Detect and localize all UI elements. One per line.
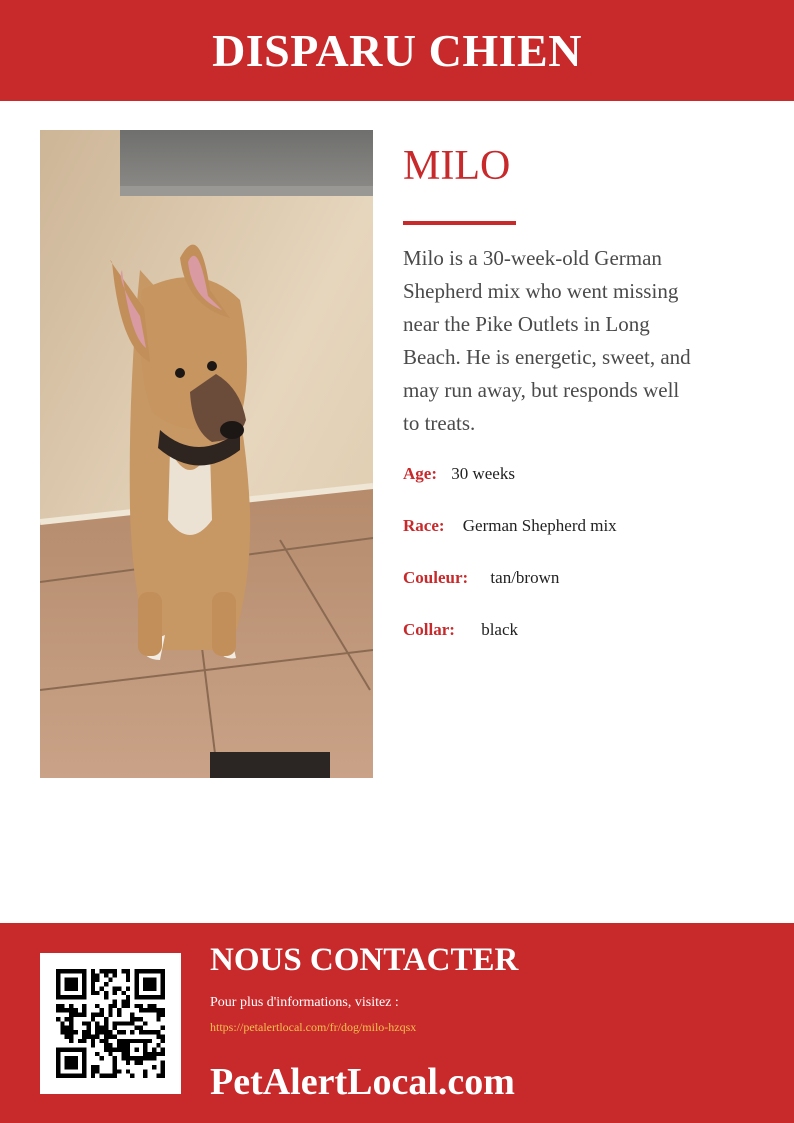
attribute-age (403, 464, 515, 484)
attribute-label: Race: (403, 516, 445, 535)
contact-title: NOUS CONTACTER (210, 942, 519, 978)
pet-name: MILO (403, 143, 511, 189)
poster-title: DISPARU CHIEN (212, 25, 582, 76)
dog-photo (40, 130, 373, 778)
attribute-color (403, 568, 559, 588)
header-banner (0, 0, 794, 101)
attribute-label: Age: (403, 464, 437, 483)
attribute-value: German Shepherd mix (462, 516, 617, 535)
contact-text: Pour plus d'informations, visitez : (210, 995, 399, 1010)
attribute-label: Couleur: (403, 568, 469, 587)
attribute-value: 30 weeks (451, 464, 515, 483)
attribute-value: tan/brown (490, 568, 560, 587)
name-divider (403, 221, 516, 225)
attribute-collar (403, 620, 518, 640)
attribute-value: black (481, 620, 519, 639)
pet-info (403, 140, 703, 192)
attribute-label: Collar: (403, 620, 455, 639)
site-name: PetAlertLocal.com (210, 1061, 515, 1103)
qr-code-icon[interactable] (40, 953, 181, 1094)
contact-url-link[interactable]: https://petalertlocal.com/fr/dog/milo-hzqsx (210, 1020, 417, 1034)
pet-description: Milo is a 30-week-old German Shepherd mix who went missing near the Pike Outlets in Long Beach. He is energetic, sweet, and may run away, but responds well to treats. (403, 246, 691, 435)
attribute-race (403, 516, 617, 536)
